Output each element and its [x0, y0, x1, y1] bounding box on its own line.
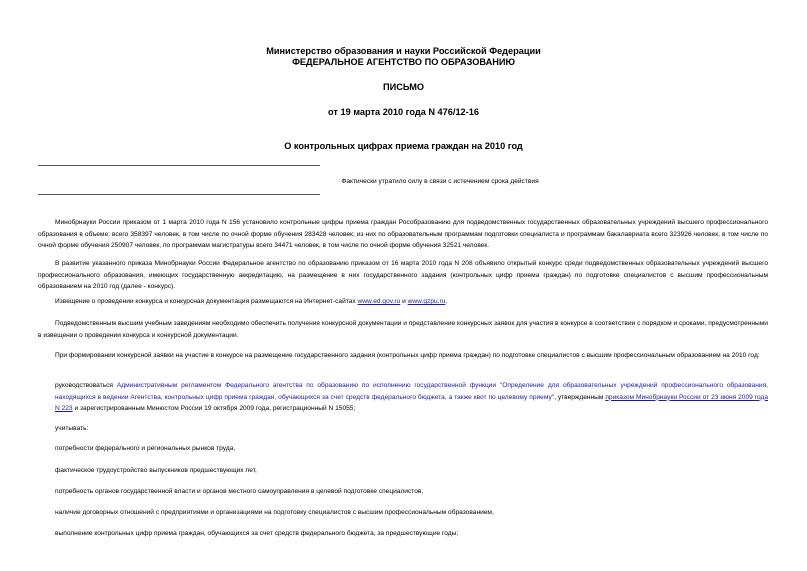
link-order-223[interactable]: приказом Минобрнауки России от 23 июня 2009 года N 223 [55, 393, 769, 413]
paragraph-6-end: и зарегистрированным Минюстом России 19 октября 2009 года, регистрационный N 15055; [72, 405, 356, 413]
ministry-title: Министерство образования и науки Российской Федерации [266, 46, 541, 56]
paragraph-4: Подведомственным высшим учебным заведениям необходимо обеспечить получение конкурсной документации и представление конкурсных заявок для участия в конкурсе в соответствии с порядком и сроками, предусмотренными в извещении о проведении конкурса и конкурсной документации. [38, 320, 768, 339]
paragraph-6-start: руководствоваться [55, 382, 117, 389]
divider-top [38, 165, 320, 166]
link-ed-gov-ru[interactable]: www.ed.gov.ru [357, 298, 401, 305]
paragraph-5: При формировании конкурсной заявки на участие в конкурсе на размещение государственного задания (контрольных цифр приема граждан) по подготовке специалистов с высшим профессиональным образованием на 2010 год: [55, 352, 760, 359]
list-item: потребность органов государственной власти и органов местного самоуправления в целевой подготовке специалистов, [55, 488, 424, 495]
paragraph-3 [55, 296, 768, 308]
list-item: наличие договорных отношений с предприятиями и организациями на подготовку специалистов с высшим профессиональным образованием, [55, 509, 494, 516]
list-item: потребности федерального и региональных рынков труда, [55, 445, 236, 452]
document-type: ПИСЬМО [382, 82, 425, 92]
paragraph-2: В развитие указанного приказа Минобрнауки России Федеральное агентство по образованию приказом от 16 марта 2010 года N 208 объявило открытый конкурс среди подведомственных образовательных учреждений высшего профессионального образования, имеющих государственную аккредитацию, на размещение в них государственного задания (контрольных цифр приема граждан) по подготовке специалистов с высшим профессиональным образованием на 2010 год (далее - конкурс). [38, 260, 768, 291]
document-subject: О контрольных цифрах приема граждан на 2010 год [284, 141, 523, 151]
agency-title: ФЕДЕРАЛЬНОЕ АГЕНТСТВО ПО ОБРАЗОВАНИЮ [292, 57, 515, 67]
status-note: Фактически утратило силу в связи с истечением срока действия [341, 178, 539, 185]
list-intro: учитывать: [55, 425, 89, 432]
paragraph-3-end: . [445, 298, 448, 305]
paragraph-3-and: и [400, 298, 408, 305]
paragraph-3-text: Извещение о проведении конкурса и конкурсная документация размещаются на Интернет-сайтах [55, 298, 356, 305]
document-date-number: от 19 марта 2010 года N 476/12-16 [328, 107, 479, 117]
link-admin-regulation[interactable]: Административным регламентом Федерального агентства по образованию по исполнению государственной функции "Определение для образовательных учреждений профессионального образования, находящихся в ведении Агентства, контрольных цифр приема граждан, обучающихся за счет средств федерального бюджета, а также квот по целевому приему" [55, 382, 768, 401]
list-item: фактическое трудоустройство выпускников предшествующих лет, [55, 467, 257, 474]
link-gzpu-ru[interactable]: www.gzpu.ru [407, 298, 446, 305]
paragraph-6 [55, 380, 768, 415]
divider-bottom [38, 194, 320, 195]
paragraph-6-mid: , утвержденным [554, 393, 606, 401]
paragraph-1: Минобрнауки России приказом от 1 марта 2010 года N 156 установило контрольные цифры приема граждан Рособразованию для подведомственных государственных образовательных учреждений высшего профессионального образования в объеме: всего 358397 человек, в том числе по очной форме обучения 283428 человек; из них по образовательным программам подготовки специалиста и программам бакалавриата всего 323926 человек, в том числе по очной форме обучения 250907 человек, по программам магистратуры всего 34471 человек, в том числе по очной форме обучения 32521 человек. [38, 219, 768, 250]
list-item: выполнение контрольных цифр приема граждан, обучающихся за счет средств федерального бюджета, за предшествующие годы; [55, 530, 459, 537]
